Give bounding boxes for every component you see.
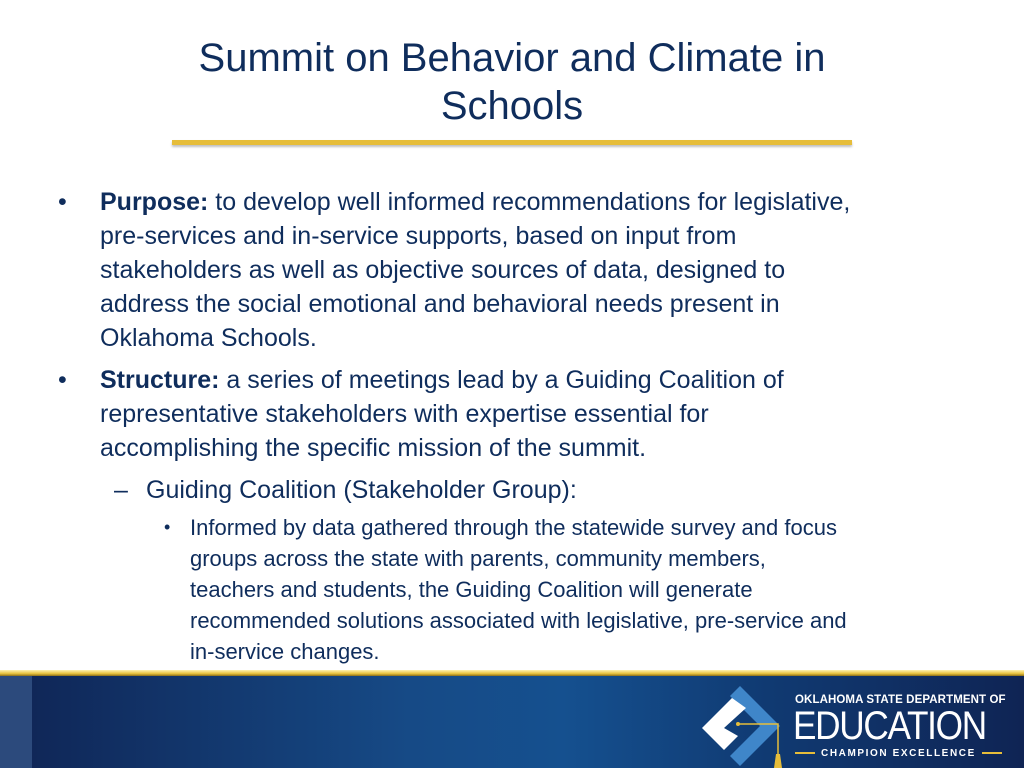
- bullet-structure-label: Structure:: [100, 366, 220, 394]
- footer-left-strip: [0, 676, 32, 768]
- osde-logo: [694, 684, 1024, 768]
- sub-sub-bullet-informed-by-data: [164, 512, 980, 667]
- bullet-structure-line-3: accomplishing the specific mission of the summit.: [100, 434, 647, 462]
- logo-tagline: [795, 746, 1005, 760]
- tagline-text: CHAMPION EXCELLENCE: [821, 747, 976, 759]
- sub-sub-bullet-line-5: in-service changes.: [190, 639, 380, 664]
- bullet-purpose-line-1: to develop well informed recommendations for legislative,: [208, 188, 851, 216]
- slide-title-line-2: Schools: [440, 84, 584, 128]
- logo-org-line: OKLAHOMA STATE DEPARTMENT OF: [795, 694, 1006, 706]
- tagline-rule-right: [982, 752, 1002, 754]
- bullet-purpose-line-5: Oklahoma Schools.: [100, 324, 317, 352]
- bullet-marker: •: [58, 188, 67, 216]
- sub-sub-bullet-line-4: recommended solutions associated with legislative, pre-service and: [190, 608, 847, 633]
- bullet-marker: •: [58, 366, 67, 394]
- bullet-purpose-line-3: stakeholders as well as objective sources of data, designed to: [100, 256, 786, 284]
- sub-bullet-text: Guiding Coalition (Stakeholder Group):: [146, 476, 577, 504]
- title-underline-divider: [172, 140, 852, 145]
- logo-education-wordmark: EDUCATION: [793, 704, 986, 748]
- slide-title: [150, 34, 874, 130]
- bullet-purpose-line-2: pre-services and in-service supports, based on input from: [100, 222, 737, 250]
- bullet-structure-line-1: a series of meetings lead by a Guiding Coalition of: [219, 366, 784, 394]
- dash-marker: –: [114, 476, 128, 504]
- bullet-purpose: [58, 185, 980, 355]
- slide-title-line-1: Summit on Behavior and Climate in: [198, 36, 826, 80]
- sub-sub-bullet-line-1: Informed by data gathered through the statewide survey and focus: [190, 515, 837, 540]
- sub-bullet-guiding-coalition: [114, 473, 946, 507]
- footer-gold-stripe: [0, 670, 1024, 676]
- bullet-marker: •: [164, 517, 171, 537]
- sub-sub-bullet-line-3: teachers and students, the Guiding Coalition will generate: [190, 577, 753, 602]
- tagline-rule-left: [795, 752, 815, 754]
- bullet-purpose-label: Purpose:: [100, 188, 209, 216]
- bullet-purpose-line-4: address the social emotional and behavioral needs present in: [100, 290, 780, 318]
- osde-diamond-logo-icon: [694, 684, 794, 768]
- bullet-structure: [58, 363, 980, 465]
- bullet-structure-line-2: representative stakeholders with expertise essential for: [100, 400, 709, 428]
- sub-sub-bullet-line-2: groups across the state with parents, community members,: [190, 546, 766, 571]
